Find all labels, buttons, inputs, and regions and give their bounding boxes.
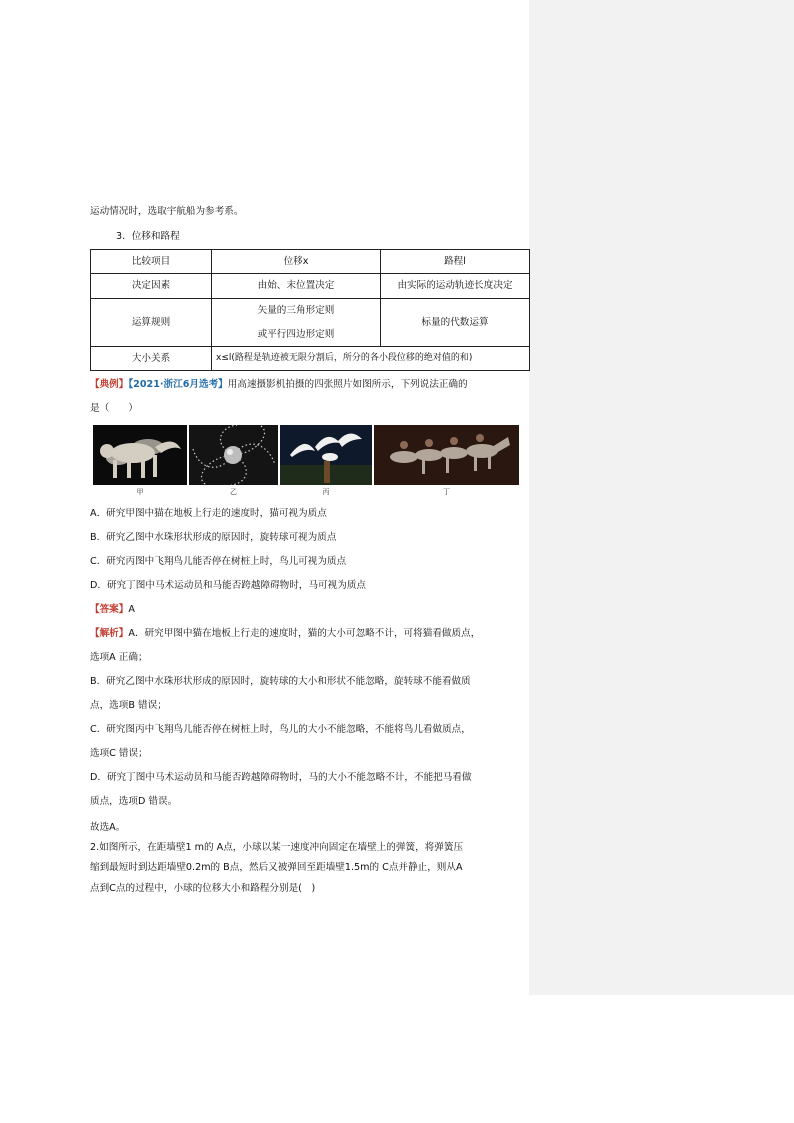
comparison-table <box>90 249 530 371</box>
table-cell: 由始、末位置决定 <box>212 274 381 299</box>
analysis-line: 【解析】A．研究甲图中猫在地板上行走的速度时，猫的大小可忽略不计，可将猫看做质点， <box>90 628 481 639</box>
comment-sidebar <box>529 0 794 995</box>
analysis-line: 点，选项B 错误； <box>90 700 167 711</box>
option-a: A．研究甲图中猫在地板上行走的速度时，猫可视为质点 <box>90 508 327 519</box>
table-cell: 标量的代数运算 <box>381 299 530 347</box>
example-question-line-2: 是（ ） <box>90 403 138 414</box>
example-tag: 【典例】 <box>90 379 129 390</box>
analysis-line: 选项A 正确； <box>90 652 148 663</box>
photo-bird <box>280 425 372 485</box>
option-c: C．研究丙图中飞翔鸟儿能否停在树桩上时，鸟儿可视为质点 <box>90 556 347 567</box>
table-header: 比较项目 <box>91 250 212 274</box>
photo-caption: 丁 <box>443 488 450 496</box>
analysis-line: D．研究丁图中马术运动员和马能否跨越障碍物时，马的大小不能忽略不计，不能把马看做 <box>90 772 472 783</box>
table-header: 位移x <box>212 250 381 274</box>
table-header: 路程l <box>381 250 530 274</box>
photo-horse <box>374 425 519 485</box>
analysis-line: 质点，选项D 错误。 <box>90 796 178 807</box>
table-cell: x≤l(路程是轨迹被无限分割后，所分的各小段位移的绝对值的和) <box>212 347 530 371</box>
analysis-line: 选项C 错误； <box>90 748 148 759</box>
answer-value: A <box>128 604 135 615</box>
analysis-label: 【解析】 <box>90 628 129 639</box>
answer-label: 【答案】 <box>90 604 129 615</box>
table-cell: 决定因素 <box>91 274 212 299</box>
photo-caption: 甲 <box>136 488 144 496</box>
photo-caption: 乙 <box>230 488 237 496</box>
analysis-line: B．研究乙图中水珠形状形成的原因时，旋转球的大小和形状不能忽略，旋转球不能看做质 <box>90 676 471 687</box>
option-d: D．研究丁图中马术运动员和马能否跨越障碍物时，马可视为质点 <box>90 580 367 591</box>
photo-cat <box>93 425 187 485</box>
problem2-line: 缩到最短时到达距墙壁0.2m的 B点，然后又被弹回至距墙壁1.5m的 C点并静止，则从A <box>90 862 463 873</box>
analysis-line: C．研究图丙中飞翔鸟儿能否停在树桩上时，鸟儿的大小不能忽略，不能将鸟儿看做质点， <box>90 724 471 735</box>
example-source: 【2021·浙江6月选考】 <box>128 379 228 390</box>
problem2-line: 点到C点的过程中，小球的位移大小和路程分别是( ) <box>90 883 316 894</box>
answer-line <box>90 604 135 616</box>
table-cell: 或平行四边形定则 <box>212 323 381 347</box>
table-cell: 大小关系 <box>91 347 212 371</box>
option-b: B．研究乙图中水珠形状形成的原因时，旋转球可视为质点 <box>90 532 337 543</box>
section-heading: 3．位移和路程 <box>116 231 180 242</box>
analysis-line: 故选A。 <box>90 822 126 833</box>
example-question: 用高速摄影机拍摄的四张照片如图所示，下列说法正确的 <box>227 379 468 390</box>
photo-caption: 丙 <box>322 488 330 496</box>
intro-line: 运动情况时，选取宇航船为参考系。 <box>90 206 244 217</box>
table-cell: 运算规则 <box>91 299 212 347</box>
problem2-line: 2.如图所示，在距墙壁1 m的 A点，小球以某一速度冲向固定在墙壁上的弹簧，将弹簧压 <box>90 842 464 853</box>
table-cell: 矢量的三角形定则 <box>212 299 381 323</box>
example-question-line-1 <box>90 379 468 391</box>
photo-spinning-ball <box>189 425 278 485</box>
table-cell: 由实际的运动轨迹长度决定 <box>381 274 530 299</box>
